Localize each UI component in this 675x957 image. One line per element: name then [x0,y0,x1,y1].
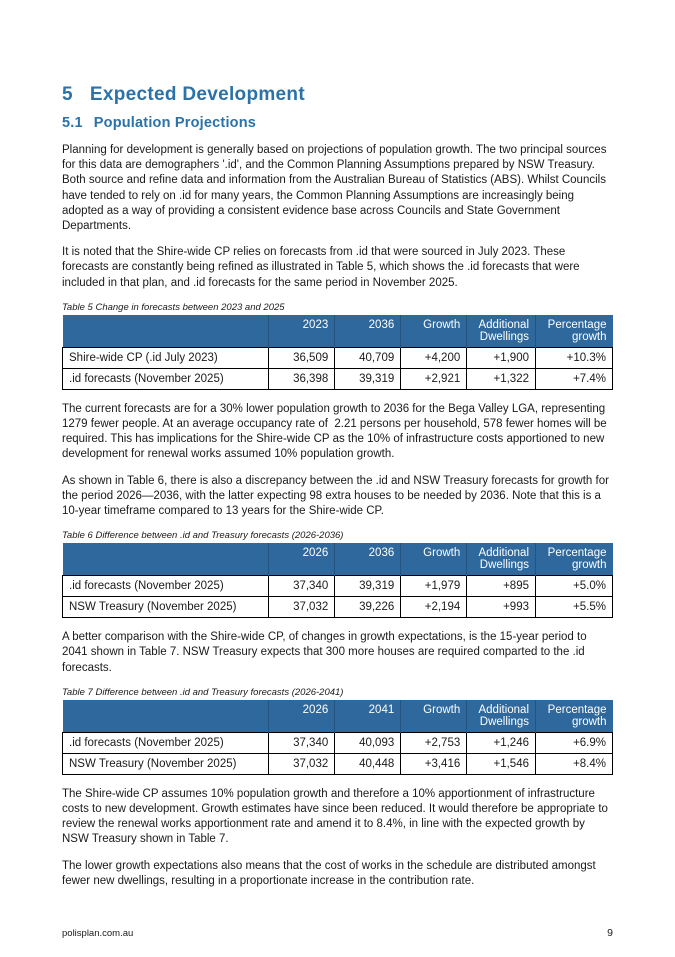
header-cell-percentage-growth: Percentage growth [536,315,613,348]
paragraph-shire-wide-cp-forecasts: It is noted that the Shire-wide CP relies on forecasts from .id that were sourced in July 2023. These forecasts are constantly being refined as illustrated in Table 5, which shows the .id forecasts that were included in that plan, and .id forecasts for the same period in November 2025. [62,246,583,289]
header-cell-growth: Growth [401,315,467,348]
paragraph-table-6-discrepancy: As shown in Table 6, there is also a discrepancy between the .id and NSW Treasury forecasts for growth for the period 2026—2036, with the latter expecting 98 extra houses to be needed by 2036. Note that this is a 10-year timeframe compared to 13 years for the Shire-wide CP. [62,474,613,518]
row-label: NSW Treasury (November 2025) [63,753,269,774]
table-7-id-vs-treasury-2026-2041 [62,700,613,775]
table-row [63,732,613,753]
cell-year-start: 37,340 [269,576,335,597]
page-footer [62,927,613,939]
header-cell-blank [63,700,269,733]
table-6-caption: Table 6 Difference between .id and Treasury forecasts (2026-2036) [62,530,344,542]
header-cell-year-start: 2026 [269,543,335,576]
header-cell-blank [63,543,269,576]
cell-percentage-growth: +5.5% [536,597,613,618]
paragraph-planning-sources: Planning for development is generally based on projections of population growth. The two principal sources for this data are demographers '.id', and the Common Planning Assumptions prepared by NSW Treasury. Both source and refine data and information from the Australian Bureau of Statistics (ABS). Whilst Councils have tended to rely on .id for many years, the Common Planning Assumptions are increasingly being adopted as a way of providing a consistent evidence base across Councils and State Government Departments. [62,144,610,233]
header-cell-blank [63,315,269,348]
section-heading [62,84,613,106]
table-row [63,753,613,774]
paragraph-lower-growth: The lower growth expectations also means that the cost of works in the schedule are distributed amongst fewer new dwellings, resulting in a proportionate increase in the contribution rate. [62,859,599,887]
cell-additional-dwellings: +1,322 [467,368,536,389]
cell-growth: +1,979 [401,576,467,597]
header-cell-growth: Growth [401,543,467,576]
cell-additional-dwellings: +1,900 [467,347,536,368]
section-title: Expected Development [89,84,305,105]
cell-year-end: 39,319 [335,576,401,597]
row-label: Shire-wide CP (.id July 2023) [63,347,269,368]
cell-year-end: 39,226 [335,597,401,618]
cell-growth: +2,194 [401,597,467,618]
cell-percentage-growth: +5.0% [536,576,613,597]
header-cell-percentage-growth: Percentage growth [536,700,613,733]
table-header-row [63,700,613,733]
subsection-heading [62,115,613,131]
cell-year-start: 37,340 [269,732,335,753]
row-label: .id forecasts (November 2025) [63,732,269,753]
table-5-change-in-forecasts [62,315,613,390]
header-cell-additional-dwellings: Additional Dwellings [467,315,536,348]
header-cell-year-start: 2023 [269,315,335,348]
table-row [63,597,613,618]
cell-year-end: 40,448 [335,753,401,774]
table-7-caption: Table 7 Difference between .id and Treasury forecasts (2026-2041) [62,686,344,698]
cell-growth: +3,416 [401,753,467,774]
header-cell-year-start: 2026 [269,700,335,733]
header-cell-growth: Growth [401,700,467,733]
cell-additional-dwellings: +1,246 [467,732,536,753]
paragraph-better-comparison: A better comparison with the Shire-wide CP, of changes in growth expectations, is the 15-year period to 2041 shown in Table 7. NSW Treasury expects that 300 more houses are required comparted to the .id forecasts. [62,631,590,674]
header-cell-year-end: 2041 [335,700,401,733]
cell-percentage-growth: +6.9% [536,732,613,753]
header-cell-additional-dwellings: Additional Dwellings [467,700,536,733]
cell-year-end: 40,709 [335,347,401,368]
cell-growth: +4,200 [401,347,467,368]
table-5-caption: Table 5 Change in forecasts between 2023 and 2025 [62,301,285,313]
cell-percentage-growth: +10.3% [536,347,613,368]
paragraph-current-forecasts: The current forecasts are for a 30% lower population growth to 2036 for the Bega Valley LGA, representing 1279 fewer people. At an average occupancy rate of 2.21 persons per household, 578 fewer homes will be required. This has implications for the Shire-wide CP as the 10% of infrastructure costs apportioned to new development for renewal works assumed 10% population growth. [62,402,610,461]
table-row [63,576,613,597]
header-cell-year-end: 2036 [335,543,401,576]
header-cell-year-end: 2036 [335,315,401,348]
row-label: NSW Treasury (November 2025) [63,597,269,618]
cell-year-start: 36,509 [269,347,335,368]
row-label: .id forecasts (November 2025) [63,576,269,597]
cell-percentage-growth: +7.4% [536,368,613,389]
cell-year-start: 36,398 [269,368,335,389]
cell-additional-dwellings: +993 [467,597,536,618]
cell-additional-dwellings: +895 [467,576,536,597]
paragraph-apportionment-review: The Shire-wide CP assumes 10% population growth and therefore a 10% apportionment of infrastructure costs to new development. Growth estimates have since been reduced. It would therefore be appropriate to review the renewal works apportionment rate and amend it to 8.4%, in line with the expected growth by NSW Treasury shown in Table 7. [62,787,612,846]
table-row [63,368,613,389]
header-cell-additional-dwellings: Additional Dwellings [467,543,536,576]
table-row [63,347,613,368]
subsection-number: 5.1 [62,115,83,131]
cell-additional-dwellings: +1,546 [467,753,536,774]
page-number: 9 [607,927,613,939]
table-6-id-vs-treasury-2026-2036 [62,543,613,618]
cell-growth: +2,753 [401,732,467,753]
row-label: .id forecasts (November 2025) [63,368,269,389]
cell-percentage-growth: +8.4% [536,753,613,774]
cell-year-end: 40,093 [335,732,401,753]
subsection-title: Population Projections [93,115,257,131]
cell-growth: +2,921 [401,368,467,389]
table-header-row [63,315,613,348]
header-cell-percentage-growth: Percentage growth [536,543,613,576]
section-number: 5 [62,84,73,105]
cell-year-start: 37,032 [269,597,335,618]
cell-year-end: 39,319 [335,368,401,389]
table-header-row [63,543,613,576]
footer-site-text: polisplan.com.au [62,928,134,939]
cell-year-start: 37,032 [269,753,335,774]
